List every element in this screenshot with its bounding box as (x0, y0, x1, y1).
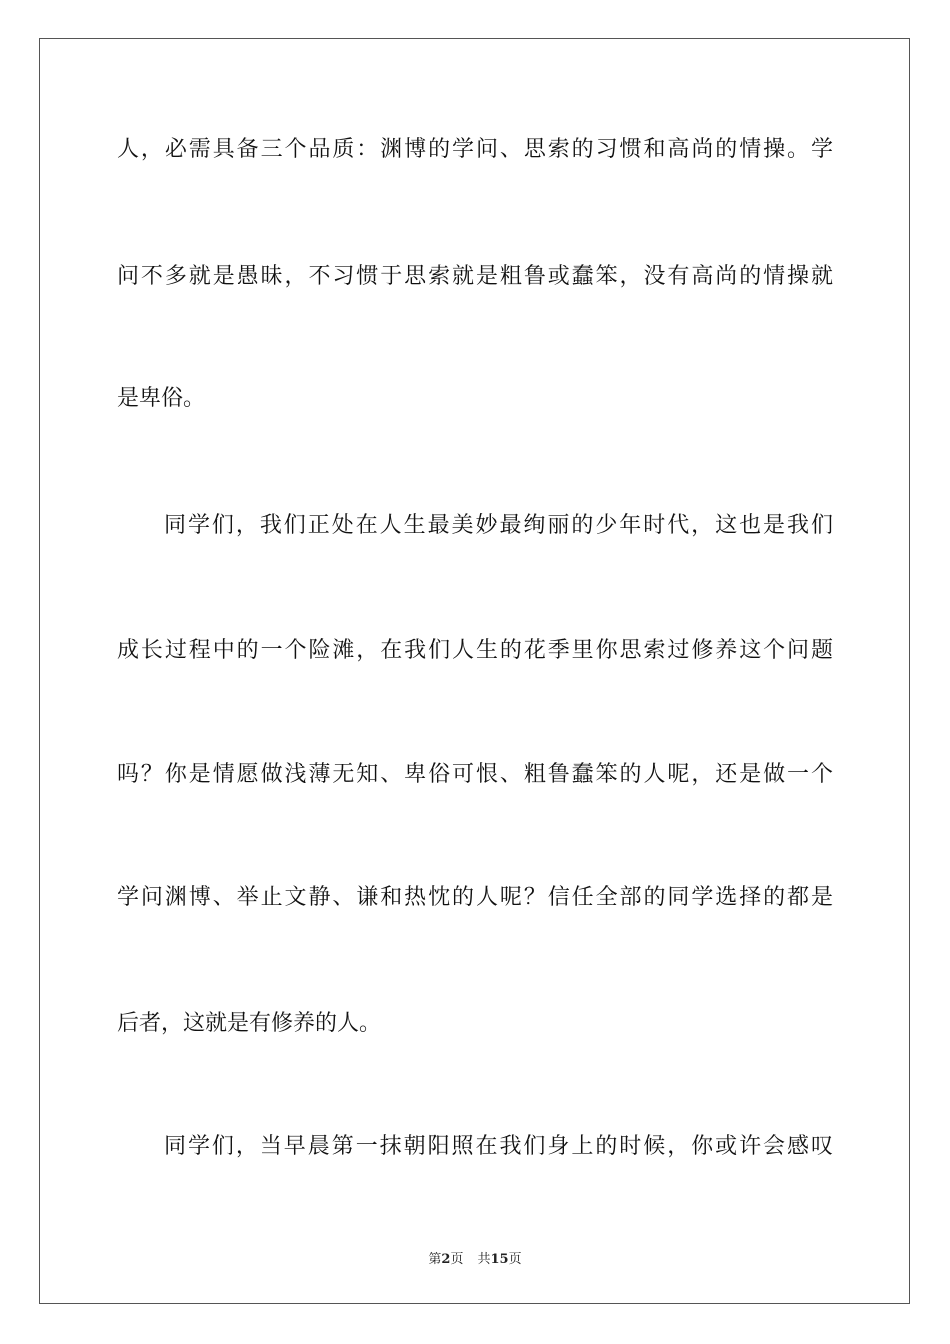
paragraph-2-line-4: 学问渊博、举止文静、谦和热忱的人呢？信任全部的同学选择的都是 (117, 885, 833, 910)
paragraph-2-line-3: 吗？你是情愿做浅薄无知、卑俗可恨、粗鲁蠢笨的人呢，还是做一个 (117, 762, 833, 787)
paragraph-1-line-3: 是卑俗。 (117, 386, 206, 411)
paragraph-1-line-1: 人，必需具备三个品质：渊博的学问、思索的习惯和高尚的情操。学 (117, 137, 833, 162)
paragraph-1-line-2: 问不多就是愚昧，不习惯于思索就是粗鲁或蠢笨，没有高尚的情操就 (117, 264, 833, 289)
total-pages: 15 (490, 1252, 509, 1267)
paragraph-2-line-2: 成长过程中的一个险滩，在我们人生的花季里你思索过修养这个问题 (117, 638, 833, 663)
total-suffix: 页 (508, 1252, 522, 1267)
page-suffix: 页 (450, 1252, 464, 1267)
page-prefix: 第 (428, 1252, 442, 1267)
paragraph-2-line-1: 同学们，我们正处在人生最美妙最绚丽的少年时代，这也是我们 (164, 513, 833, 538)
page-number: 2 (441, 1252, 451, 1267)
paragraph-2-line-5: 后者，这就是有修养的人。 (117, 1011, 382, 1036)
paragraph-3-line-1: 同学们，当早晨第一抹朝阳照在我们身上的时候，你或许会感叹 (164, 1134, 833, 1159)
total-prefix: 共 (477, 1252, 491, 1267)
page-border (39, 38, 910, 1304)
page-footer (0, 1248, 950, 1267)
